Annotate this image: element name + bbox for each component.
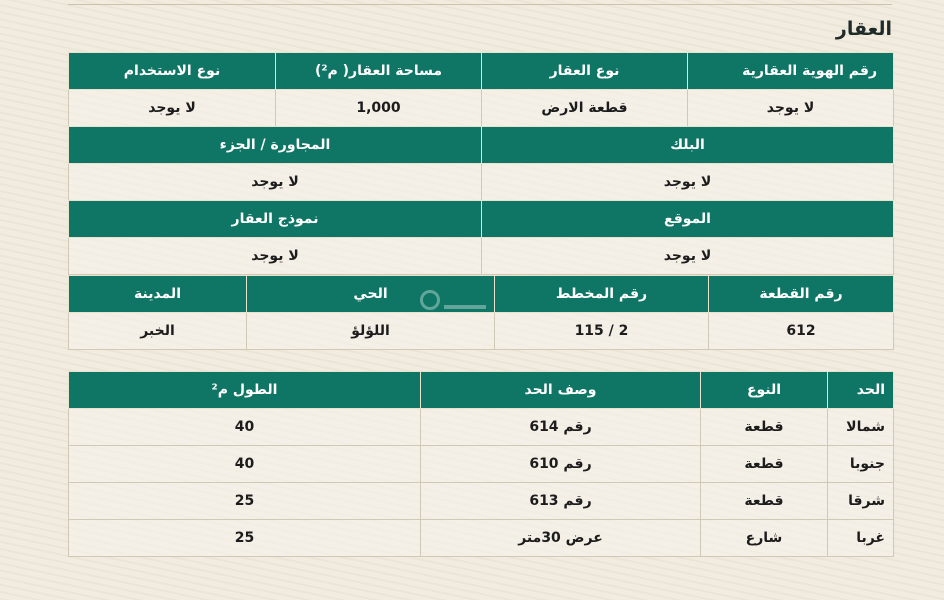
usage-type-value: لا يوجد (69, 90, 276, 127)
plan-number-header: رقم المخطط (495, 276, 709, 313)
boundary-direction: غربا (828, 520, 894, 557)
boundary-direction: شرقا (828, 483, 894, 520)
table-header-row (69, 201, 894, 238)
boundary-direction: جنوبا (828, 446, 894, 483)
location-value: لا يوجد (482, 238, 894, 275)
table-row (69, 164, 894, 201)
boundary-type: قطعة (701, 409, 828, 446)
previous-table-edge (68, 0, 892, 5)
city-header: المدينة (69, 276, 247, 313)
parcel-table (68, 275, 894, 350)
boundary-direction: شمالا (828, 409, 894, 446)
table-row (69, 483, 894, 520)
boundaries-table (68, 371, 894, 557)
block-value: لا يوجد (482, 164, 894, 201)
block-header: البلك (482, 127, 894, 164)
property-id-value: لا يوجد (688, 90, 894, 127)
location-table (68, 200, 894, 275)
boundary-description-header: وصف الحد (421, 372, 701, 409)
table-header-row (69, 372, 894, 409)
boundary-type-header: النوع (701, 372, 828, 409)
district-header: الحي (247, 276, 495, 313)
property-model-value: لا يوجد (69, 238, 482, 275)
table-row (69, 313, 894, 350)
watermark-ring-icon (420, 290, 440, 310)
watermark-text-icon (444, 291, 486, 309)
property-type-header: نوع العقار (482, 53, 688, 90)
property-table (68, 52, 894, 127)
boundary-length: 25 (69, 483, 421, 520)
neighborhood-part-value: لا يوجد (69, 164, 482, 201)
parcel-number-value: 612 (709, 313, 894, 350)
table-row (69, 90, 894, 127)
property-id-header: رقم الهوية العقارية (688, 53, 894, 90)
location-header: الموقع (482, 201, 894, 238)
table-row (69, 409, 894, 446)
city-value: الخبر (69, 313, 247, 350)
boundary-length: 40 (69, 446, 421, 483)
boundary-length-header: الطول م² (69, 372, 421, 409)
neighborhood-part-header: المجاورة / الجزء (69, 127, 482, 164)
table-header-row (69, 127, 894, 164)
boundary-header: الحد (828, 372, 894, 409)
property-area-header: مساحة العقار( م²) (276, 53, 482, 90)
plan-number-value: 2 / 115 (495, 313, 709, 350)
parcel-number-header: رقم القطعة (709, 276, 894, 313)
boundary-description: عرض 30متر (421, 520, 701, 557)
block-table (68, 126, 894, 201)
district-value: اللؤلؤ (247, 313, 495, 350)
property-area-value: 1,000 (276, 90, 482, 127)
watermark-logo (420, 288, 504, 312)
boundary-length: 25 (69, 520, 421, 557)
boundary-description: رقم 613 (421, 483, 701, 520)
property-model-header: نموذج العقار (69, 201, 482, 238)
usage-type-header: نوع الاستخدام (69, 53, 276, 90)
boundary-length: 40 (69, 409, 421, 446)
property-type-value: قطعة الارض (482, 90, 688, 127)
boundary-description: رقم 614 (421, 409, 701, 446)
boundary-type: قطعة (701, 446, 828, 483)
table-row (69, 520, 894, 557)
boundary-type: قطعة (701, 483, 828, 520)
boundary-type: شارع (701, 520, 828, 557)
table-row (69, 238, 894, 275)
table-header-row (69, 53, 894, 90)
table-row (69, 446, 894, 483)
boundary-description: رقم 610 (421, 446, 701, 483)
section-title: العقار (835, 18, 892, 40)
